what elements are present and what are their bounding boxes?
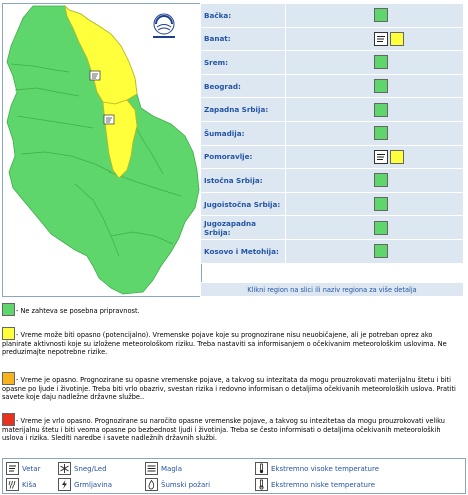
region-colon: :	[249, 152, 253, 162]
region-row	[201, 98, 464, 122]
region-row	[201, 145, 464, 169]
wind-icon	[6, 462, 19, 475]
region-colon: :	[237, 81, 241, 91]
region-hint-text: Klikni region na slici ili naziv regiona za više detalja	[200, 282, 464, 297]
icon-legend	[2, 458, 466, 494]
region-row	[201, 27, 464, 51]
region-link[interactable]: Beograd	[204, 81, 238, 91]
region-warning-table	[200, 3, 464, 264]
icon-legend-label: Grmljavina	[74, 480, 112, 489]
thunderstorm-icon	[58, 478, 71, 491]
region-name-cell	[201, 169, 286, 193]
warning-map[interactable]	[2, 3, 202, 297]
icon-legend-item-fog	[145, 462, 182, 475]
legend-green-text: - Ne zahteva se posebna pripravnost.	[16, 307, 140, 315]
region-colon: :	[275, 246, 279, 256]
icon-legend-label: Magla	[161, 464, 183, 473]
region-status-cell	[286, 51, 464, 75]
icon-legend-item-snow	[58, 462, 107, 475]
region-row	[201, 51, 464, 75]
warning-level-box	[374, 221, 388, 235]
thermometer-hot-icon	[255, 462, 268, 475]
region-link[interactable]: Šumadija	[204, 128, 242, 138]
icon-legend-item-fire	[145, 478, 210, 491]
region-row	[201, 169, 464, 193]
region-name-cell	[201, 51, 286, 75]
icon-legend-item-thunder	[58, 478, 112, 491]
region-name-cell	[201, 121, 286, 145]
legend-red	[2, 413, 464, 453]
fog-icon	[145, 462, 158, 475]
region-status-cell	[286, 121, 464, 145]
region-status-cell	[286, 98, 464, 122]
wind-icon	[374, 150, 388, 164]
serbia-region-map[interactable]	[3, 4, 201, 296]
region-status-cell	[286, 192, 464, 216]
warning-level-box	[374, 103, 388, 117]
region-row	[201, 74, 464, 98]
region-colon: :	[265, 105, 269, 115]
region-status-cell	[286, 27, 464, 51]
warning-level-box	[374, 197, 388, 211]
region-row	[201, 239, 464, 263]
region-colon: :	[259, 175, 263, 185]
region-colon: :	[225, 57, 228, 67]
region-status-cell	[286, 239, 464, 263]
icon-legend-label: Šumski požari	[161, 480, 211, 489]
region-status-cell	[286, 74, 464, 98]
region-status-cell	[286, 145, 464, 169]
legend-red-text: - Vreme je vrlo opasno. Prognozirane su naročito opasne vremenske pojave, a takvog su intezitetaa da mogu prouzrokovati veliku materijalnu štetu i biti veoma opasne po bezbednost ljudi i životinja. Treba se često informisati o detaljima očekivanih meteoroloških uslova i rizika. Slediti naredbe i savete nadležnih državnih službi.	[2, 417, 445, 443]
region-name-cell	[201, 4, 286, 28]
region-colon: :	[277, 199, 281, 209]
forest-fire-icon	[145, 478, 158, 491]
region-link[interactable]: Jugoistočna Srbija	[204, 199, 278, 209]
region-row	[201, 4, 464, 28]
region-name-cell	[201, 192, 286, 216]
region-link[interactable]: Zapadna Srbija	[204, 105, 266, 115]
warning-level-box	[374, 55, 388, 69]
warning-level-box	[390, 32, 404, 46]
icon-legend-item-cold	[255, 478, 375, 491]
legend-green-box	[2, 303, 15, 316]
icon-legend-item-rain	[6, 478, 36, 491]
map-wind-icon-banat	[90, 71, 100, 80]
warning-level-box	[374, 244, 388, 258]
warning-level-box	[374, 79, 388, 93]
region-link[interactable]: Jugozapadna Srbija	[204, 218, 257, 237]
region-row	[201, 192, 464, 216]
region-colon: :	[241, 128, 245, 138]
region-name-cell	[201, 239, 286, 263]
wind-icon	[374, 32, 388, 46]
legend-orange-text: - Vreme je opasno. Prognozirane su opasne vremenske pojave, a takvog su intezitata da mogu prouzrokovati materijalnu štetu i biti opasne po ljude i životinje. Treba biti vrlo obazriv, svestan rizika i redovno informisan o detaljima očekivanih meteoroloških uslova. Pratiti savete koje daju nadležne državne službe..	[2, 376, 456, 402]
region-link[interactable]: Bačka	[204, 10, 229, 20]
warning-level-box	[374, 8, 388, 22]
region-status-cell	[286, 4, 464, 28]
region-link[interactable]: Istočna Srbija	[204, 175, 260, 185]
thermometer-cold-icon	[255, 478, 268, 491]
region-link[interactable]: Pomoravlje	[204, 152, 250, 162]
warning-level-box	[374, 126, 388, 140]
rhmz-logo-icon	[153, 14, 175, 38]
region-row	[201, 216, 464, 240]
region-name-cell	[201, 216, 286, 240]
region-status-cell	[286, 216, 464, 240]
legend-yellow-text: - Vreme može biti opasno (potencijalno). Vremenske pojave koje su prognozirane nisu neuobičajene, ali je potreban oprez ako planirate aktivnosti koje su izložene meteorološkom riziku. Treba nastaviti sa informisanjem o očekivanim meteorološkim uslovima. Ne preduzimajte nepotrebne rizike.	[2, 331, 447, 357]
region-link[interactable]: Srem	[204, 57, 226, 67]
icon-legend-label: Ekstremno niske temperature	[271, 480, 376, 489]
region-name-cell	[201, 145, 286, 169]
legend-yellow	[2, 327, 464, 367]
icon-legend-label: Ekstremno visoke temperature	[271, 464, 380, 473]
warning-level-box	[374, 173, 388, 187]
legend-green	[2, 303, 464, 325]
warning-level-box	[390, 150, 404, 164]
region-colon: :	[227, 34, 231, 44]
snowflake-icon	[58, 462, 71, 475]
map-wind-icon-pomoravlje	[104, 115, 114, 124]
icon-legend-label: Sneg/Led	[74, 464, 107, 473]
region-link[interactable]: Kosovo i Metohija	[204, 246, 276, 256]
region-name-cell	[201, 74, 286, 98]
icon-legend-label: Vetar	[22, 464, 41, 473]
region-status-cell	[286, 169, 464, 193]
region-colon: :	[227, 227, 231, 237]
rain-icon	[6, 478, 19, 491]
region-name-cell	[201, 98, 286, 122]
icon-legend-label: Kiša	[22, 480, 37, 489]
icon-legend-item-heat	[255, 462, 379, 475]
region-link[interactable]: Banat	[204, 34, 228, 44]
region-colon: :	[228, 10, 232, 20]
region-row	[201, 121, 464, 145]
legend-orange	[2, 372, 464, 410]
icon-legend-item-wind	[6, 462, 40, 475]
region-name-cell	[201, 27, 286, 51]
